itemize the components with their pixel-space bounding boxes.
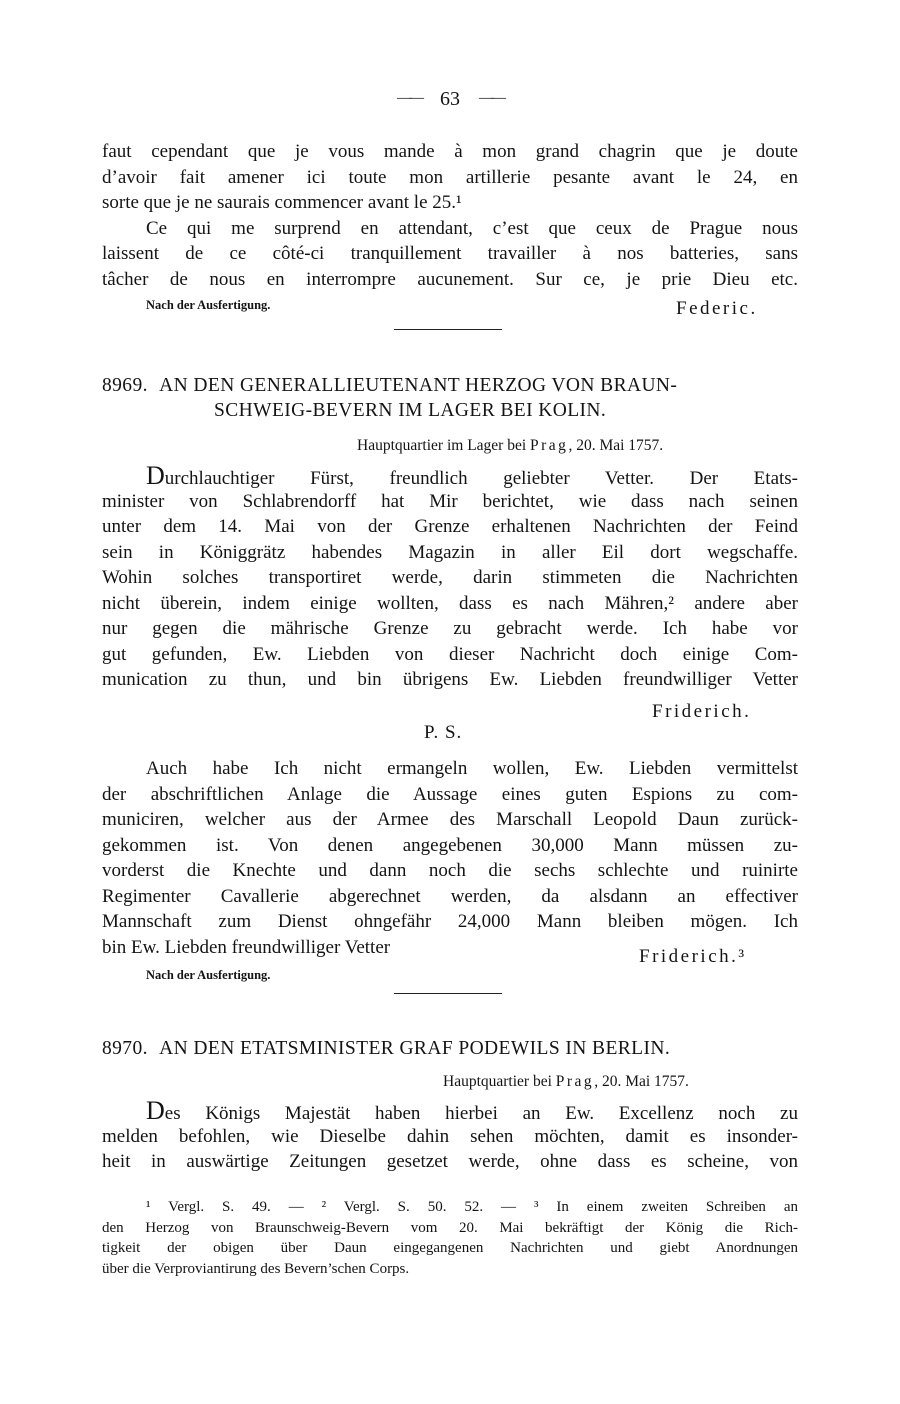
letter-heading-line: AN DEN GENERALLIEUTENANT HERZOG VON BRAUN- [159, 375, 678, 396]
letter-body [102, 463, 798, 693]
letter-heading [102, 375, 677, 397]
text-line: sorte que je ne saurais commencer avant le 25.¹ [102, 192, 462, 213]
footnote-line: über die Verproviantirung des Bevern’schen Corps. [102, 1260, 410, 1277]
dateline-place: Prag [530, 437, 569, 454]
text-line: sein in Königgrätz habendes Magazin in aller Eil dort wegschaffe. [102, 541, 798, 563]
letter-heading [102, 1038, 670, 1060]
text-line: der abschriftlichen Anlage die Aussage eines guten Espions zu com- [102, 783, 798, 805]
postscript-body [102, 756, 798, 960]
text-line: tâcher de nous en interrompre aucunement. Sur ce, je prie Dieu etc. [102, 268, 798, 290]
section-separator [394, 329, 502, 330]
text-line: laissent de ce côté-ci tranquillement travailler à nos batteries, sans [102, 243, 798, 264]
initial-letter: D [146, 461, 165, 490]
dateline: Hauptquartier bei Prag, 20. Mai 1757. [443, 1073, 689, 1090]
footnote-line: ¹ Vergl. S. 49. — ² Vergl. S. 50. 52. — ³ In einem zweiten Schreiben an [146, 1199, 798, 1215]
letter-number: 8969. [102, 375, 148, 396]
ps-label: P. S. [424, 722, 463, 743]
page-header [0, 88, 900, 111]
text-line: Ce qui me surprend en attendant, c’est que ceux de Prague nous [146, 217, 798, 239]
initial-letter: D [146, 1096, 165, 1125]
text-line: nur gegen die mährische Grenze zu gebracht werde. Ich habe vor [102, 618, 798, 639]
text-line: faut cependant que je vous mande à mon grand chagrin que je doute [102, 141, 798, 162]
text-line: bin Ew. Liebden freundwilliger Vetter [102, 936, 391, 958]
continuation-text [102, 139, 798, 292]
dateline-place: Prag [555, 1073, 595, 1090]
text-line: Des Königs Majestät haben hierbei an Ew. Excellenz noch zu [146, 1096, 798, 1125]
text-line: Wohin solches transportiret werde, darin stimmeten die Nachrichten [102, 567, 798, 588]
page-number: 63 [440, 88, 460, 110]
source-note: Nach der Ausfertigung. [146, 968, 271, 982]
text-line: unter dem 14. Mai von der Grenze erhaltenen Nachrichten der Feind [102, 516, 798, 537]
text-line: melden befohlen, wie Dieselbe dahin sehen möchten, damit es insonder- [102, 1125, 798, 1147]
letter-heading-line: SCHWEIG-BEVERN IM LAGER BEI KOLIN. [214, 400, 607, 421]
text-line: Mannschaft zum Dienst ohngefähr 24,000 Mann bleiben mögen. Ich [102, 911, 798, 932]
text-line: Durchlauchtiger Fürst, freundlich geliebter Vetter. Der Etats- [146, 461, 798, 490]
text-line: nicht überein, indem einige wollten, dass es nach Mähren,² andere aber [102, 592, 798, 614]
footnote-line: den Herzog von Braunschweig-Bevern vom 20. Mai bekräftigt der König die Rich- [102, 1219, 798, 1236]
text-line: Auch habe Ich nicht ermangeln wollen, Ew. Liebden vermittelst [146, 758, 798, 779]
page-dash-right: —— [479, 90, 503, 106]
text-line: gut gefunden, Ew. Liebden von dieser Nachricht doch einige Com- [102, 643, 798, 665]
text-line: minister von Schlabrendorff hat Mir berichtet, wie dass nach seinen [102, 490, 798, 512]
text-line: municiren, welcher aus der Armee des Marschall Leopold Daun zurück- [102, 809, 798, 830]
signature: Federic. [676, 298, 758, 319]
text-line: munication zu thun, und bin übrigens Ew. Liebden freundwilliger Vetter [102, 669, 798, 690]
text-line: vorderst die Knechte und dann noch die sechs schlechte und ruinirte [102, 860, 798, 881]
footnotes [102, 1197, 798, 1279]
text-line: heit in auswärtige Zeitungen gesetzet werde, ohne dass es scheine, von [102, 1151, 798, 1172]
letter-body [102, 1098, 798, 1175]
source-note: Nach der Ausfertigung. [146, 298, 271, 312]
letter-heading-line: AN DEN ETATSMINISTER GRAF PODEWILS IN BERLIN. [159, 1038, 671, 1059]
signature: Friderich.³ [639, 946, 747, 967]
text-line: d’avoir fait amener ici toute mon artillerie pesante avant le 24, en [102, 166, 798, 188]
text-line: Regimenter Cavallerie abgerechnet werden, da alsdann an effectiver [102, 885, 798, 907]
signature: Friderich. [652, 701, 752, 722]
page-dash-left: —— [397, 90, 421, 106]
section-separator [394, 993, 502, 994]
footnote-line: tigkeit der obigen über Daun eingegangenen Nachrichten und giebt Anordnungen [102, 1240, 798, 1256]
text-line: gekommen ist. Von denen angegebenen 30,000 Mann müssen zu- [102, 834, 798, 856]
letter-number: 8970. [102, 1038, 148, 1059]
dateline: Hauptquartier im Lager bei Prag, 20. Mai 1757. [357, 437, 664, 454]
